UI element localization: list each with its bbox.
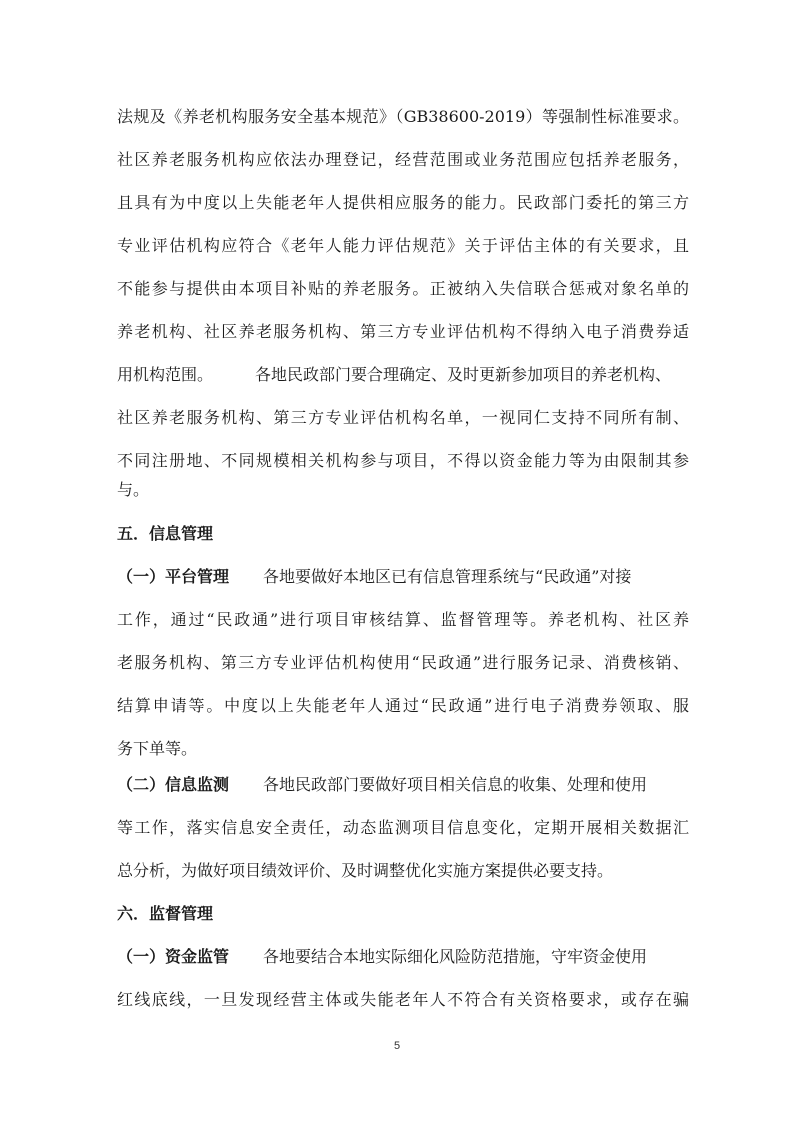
- subsection-line: [117, 564, 689, 590]
- body-line: 法规及《养老机构服务安全基本规范》（GB38600-2019）等强制性标准要求。: [117, 107, 689, 126]
- body-line: 红线底线，一旦发现经营主体或失能老年人不符合有关资格要求，或存在骗: [117, 990, 689, 1009]
- body-line: 务下单等。: [117, 739, 198, 758]
- body-line: 不能参与提供由本项目补贴的养老服务。正被纳入失信联合惩戒对象名单的: [117, 279, 689, 298]
- body-line: 等工作，落实信息安全责任，动态监测项目信息变化，定期开展相关数据汇: [117, 818, 689, 837]
- subsection-line: [117, 772, 689, 798]
- body-line: 且具有为中度以上失能老年人提供相应服务的能力。民政部门委托的第三方: [117, 193, 689, 212]
- subsection-label: （二）信息监测: [117, 775, 230, 794]
- body-line: 与。: [117, 480, 150, 499]
- subsection-label: （一）平台管理: [117, 567, 230, 586]
- body-line: 养老机构、社区养老服务机构、第三方专业评估机构不得纳入电子消费券适: [117, 322, 689, 341]
- body-line: 老服务机构、第三方专业评估机构使用“民政通”进行服务记录、消费核销、: [117, 653, 689, 672]
- body-line: 不同注册地、不同规模相关机构参与项目，不得以资金能力等为由限制其参: [117, 451, 689, 470]
- body-line: 总分析，为做好项目绩效评价、及时调整优化实施方案提供必要支持。: [117, 861, 614, 880]
- body-line: 工作，通过“民政通”进行项目审核结算、监督管理等。养老机构、社区养: [117, 610, 689, 629]
- body-text: 各地要做好本地区已有信息管理系统与“民政通”对接: [263, 567, 632, 586]
- body-line: 结算申请等。中度以上失能老年人通过“民政通”进行电子消费券领取、服: [117, 696, 689, 715]
- body-line: 社区养老服务机构、第三方专业评估机构名单，一视同仁支持不同所有制、: [117, 408, 689, 427]
- body-text: 用机构范围。: [117, 365, 214, 384]
- body-text: 各地民政部门要做好项目相关信息的收集、处理和使用: [263, 775, 648, 794]
- body-line: 社区养老服务机构应依法办理登记，经营范围或业务范围应包括养老服务，: [117, 150, 689, 169]
- body-text: 各地要结合本地实际细化风险防范措施，守牢资金使用: [263, 947, 648, 966]
- section-heading: 五．信息管理: [117, 524, 214, 543]
- section-heading: 六．监督管理: [117, 904, 214, 923]
- body-line: [117, 362, 689, 388]
- body-text: 各地民政部门要合理确定、及时更新参加项目的养老机构、: [255, 365, 672, 384]
- page-number: 5: [393, 1040, 401, 1052]
- subsection-label: （一）资金监管: [117, 947, 230, 966]
- subsection-line: [117, 944, 689, 970]
- body-line: 专业评估机构应符合《老年人能力评估规范》关于评估主体的有关要求，且: [117, 236, 689, 255]
